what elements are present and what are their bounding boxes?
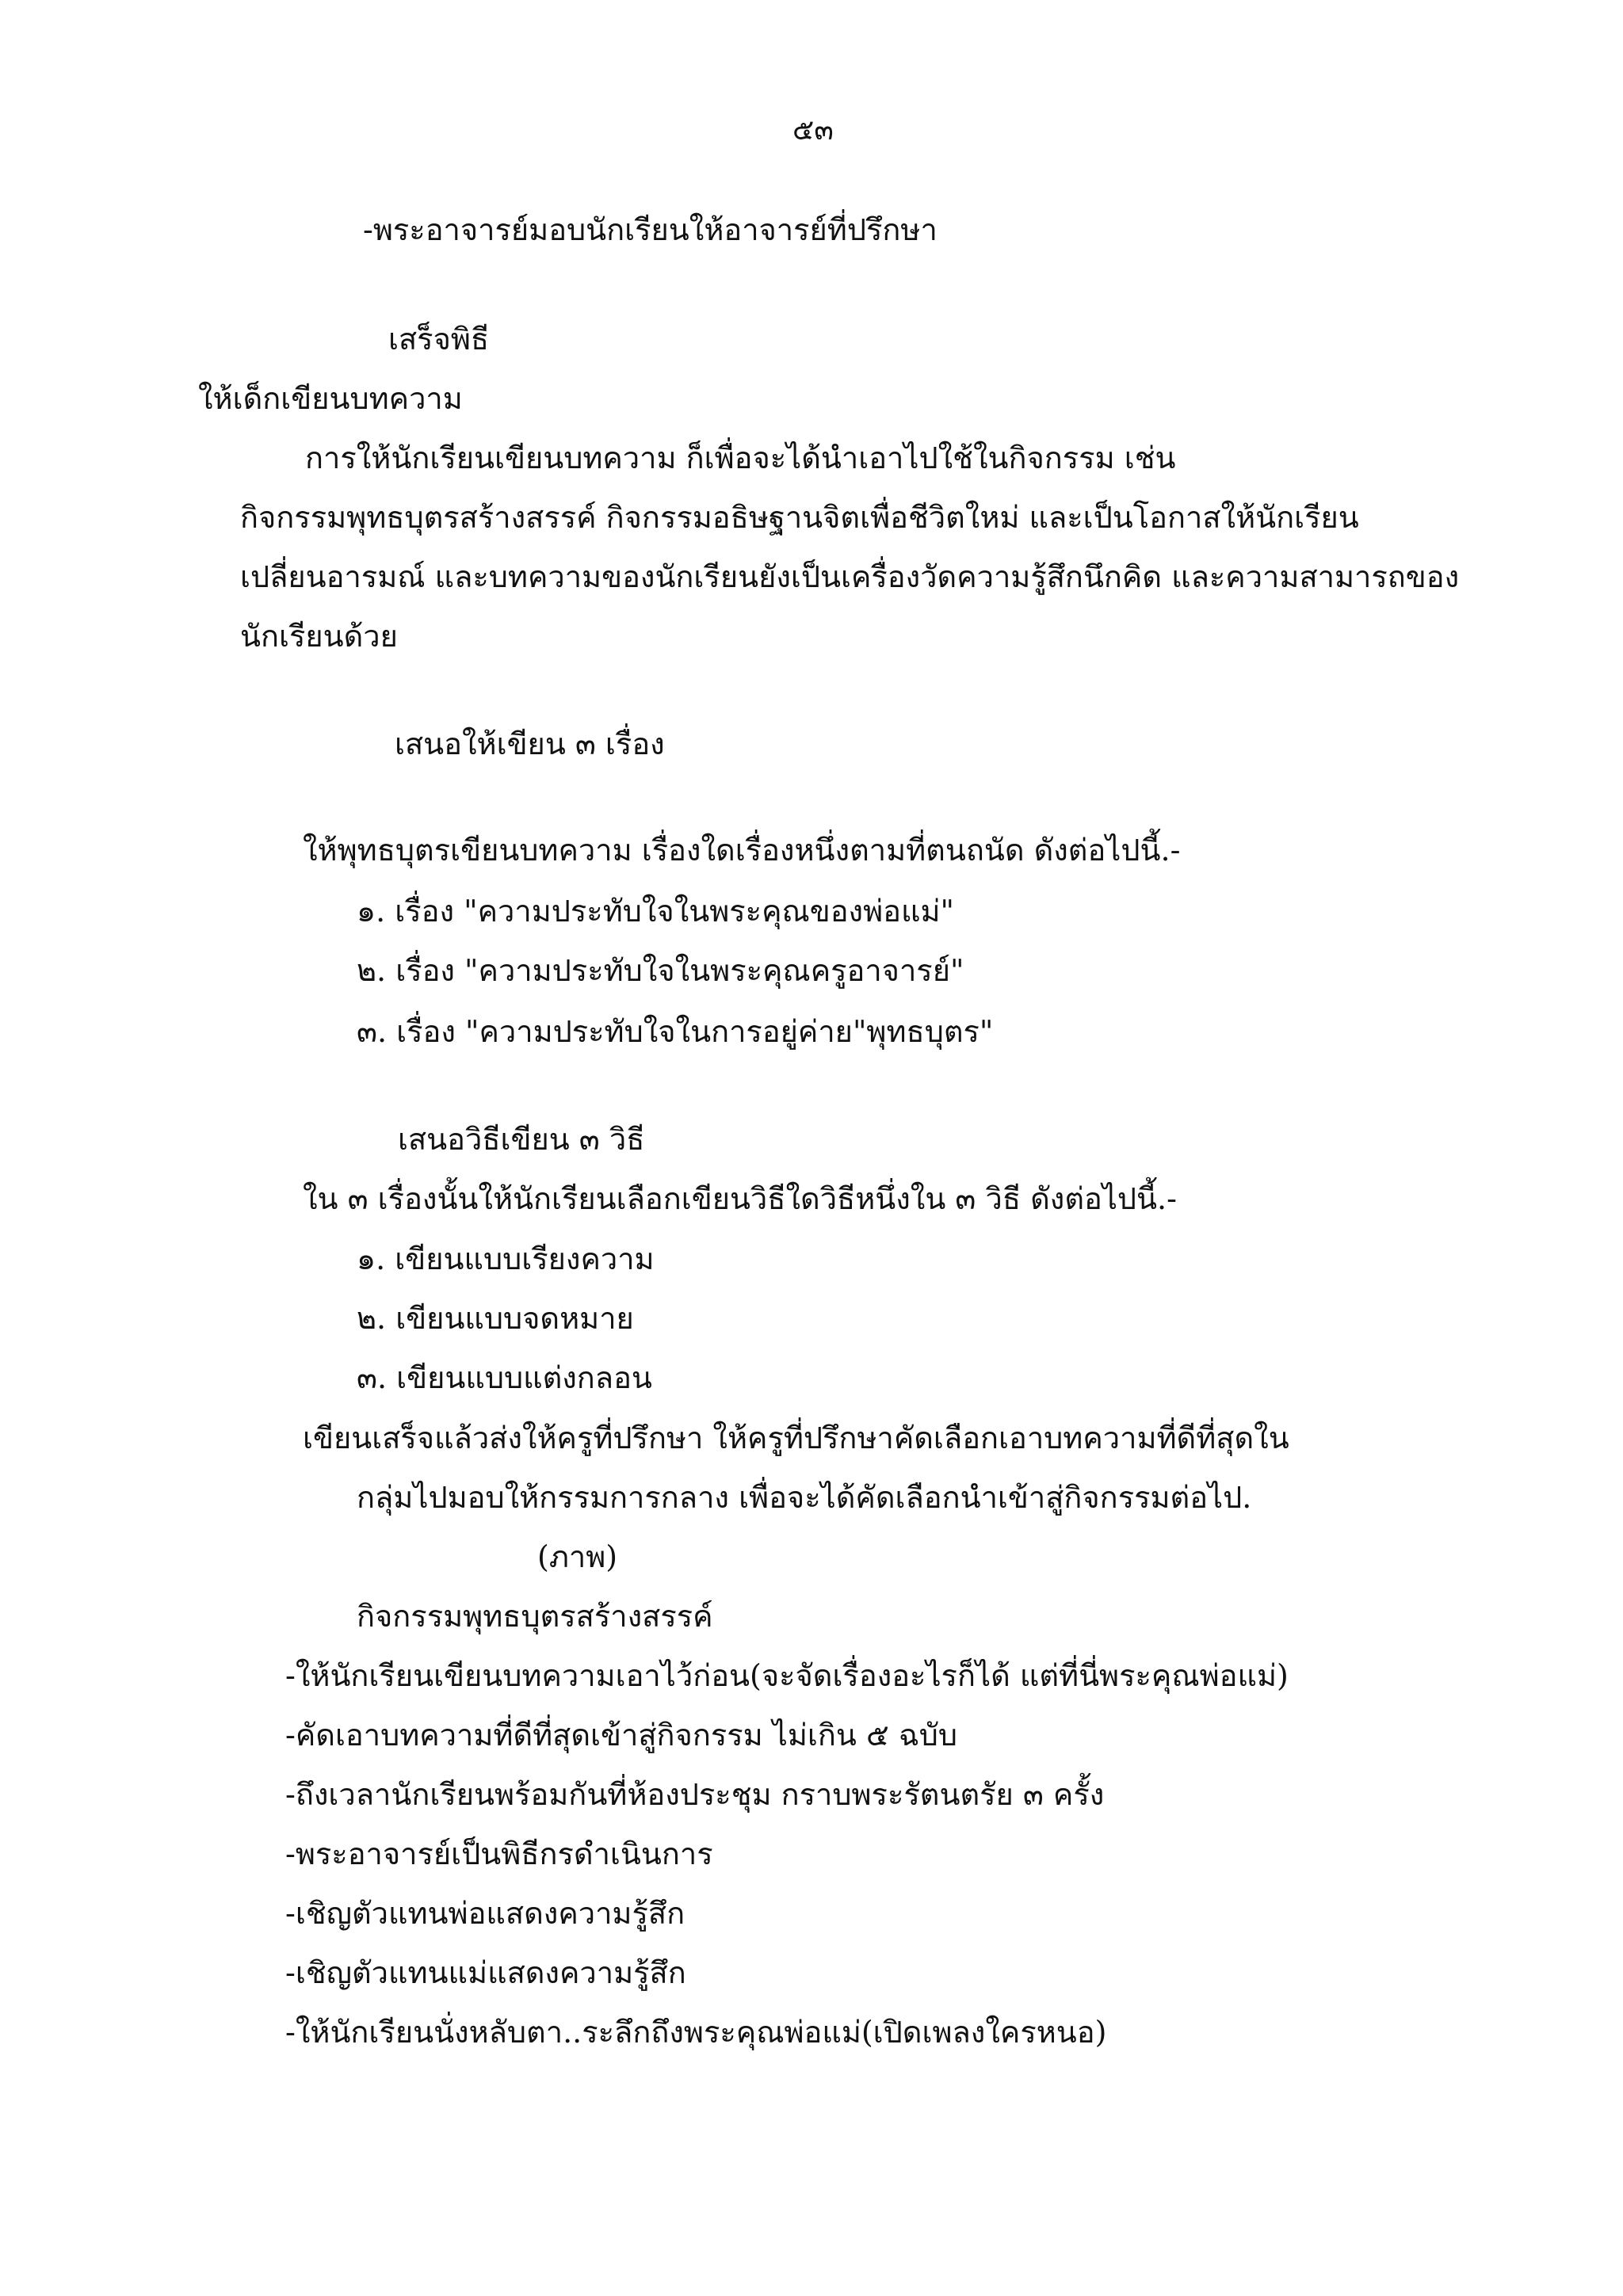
text-line: การให้นักเรียนเขียนบทความ ก็เพื่อจะได้นำเอาไปใช้ในกิจกรรม เช่น — [305, 441, 1176, 475]
list-item: ๒. เขียนแบบจดหมาย — [357, 1301, 634, 1336]
text-line: กลุ่มไปมอบให้กรรมการกลาง เพื่อจะได้คัดเลือกนำเข้าสู่กิจกรรมต่อไป. — [357, 1480, 1252, 1515]
bullet-item: -ให้นักเรียนนั่งหลับตา..ระลึกถึงพระคุณพ่อแม่(เปิดเพลงใครหนอ) — [285, 2015, 1107, 2050]
text-line: นักเรียนด้วย — [240, 619, 398, 654]
text-line: ให้พุทธบุตรเขียนบทความ เรื่องใดเรื่องหนึ่งตามที่ตนถนัด ดังต่อไปนี้.- — [303, 833, 1181, 868]
list-item: ๒. เรื่อง "ความประทับใจในพระคุณครูอาจารย์" — [357, 953, 964, 988]
section-heading: กิจกรรมพุทธบุตรสร้างสรรค์ — [357, 1599, 713, 1634]
image-placeholder-label: (ภาพ) — [537, 1539, 618, 1574]
bullet-item: -ถึงเวลานักเรียนพร้อมกันที่ห้องประชุม กราบพระรัตนตรัย ๓ ครั้ง — [285, 1777, 1105, 1812]
text-line: เขียนเสร็จแล้วส่งให้ครูที่ปรึกษา ให้ครูที่ปรึกษาคัดเลือกเอาบทความที่ดีที่สุดใน — [303, 1421, 1289, 1455]
text-line: -พระอาจารย์มอบนักเรียนให้อาจารย์ที่ปรึกษา — [363, 212, 938, 247]
section-heading: ให้เด็กเขียนบทความ — [198, 381, 463, 416]
text-line: ใน ๓ เรื่องนั้นให้นักเรียนเลือกเขียนวิธีใดวิธีหนึ่งใน ๓ วิธี ดังต่อไปนี้.- — [303, 1181, 1177, 1216]
list-item: ๑. เรื่อง "ความประทับใจในพระคุณของพ่อแม่" — [357, 894, 955, 929]
bullet-item: -เชิญตัวแทนแม่แสดงความรู้สึก — [285, 1955, 686, 1990]
bullet-item: -เชิญตัวแทนพ่อแสดงความรู้สึก — [285, 1896, 685, 1931]
page-number: ๕๓ — [792, 114, 834, 147]
text-line: เปลี่ยนอารมณ์ และบทความของนักเรียนยังเป็นเครื่องวัดความรู้สึกนึกคิด และความสามารถของ — [240, 559, 1460, 594]
section-heading: เสนอวิธีเขียน ๓ วิธี — [398, 1122, 645, 1157]
list-item: ๓. เรื่อง "ความประทับใจในการอยู่ค่าย"พุทธบุตร" — [357, 1014, 994, 1049]
bullet-item: -พระอาจารย์เป็นพิธีกรดำเนินการ — [285, 1836, 713, 1871]
section-heading: เสนอให้เขียน ๓ เรื่อง — [395, 727, 665, 761]
bullet-item: -ให้นักเรียนเขียนบทความเอาไว้ก่อน(จะจัดเรื่องอะไรก็ได้ แต่ที่นี่พระคุณพ่อแม่) — [285, 1658, 1289, 1693]
section-heading: เสร็จพิธี — [388, 322, 490, 357]
text-line: กิจกรรมพุทธบุตรสร้างสรรค์ กิจกรรมอธิษฐานจิตเพื่อชีวิตใหม่ และเป็นโอกาสให้นักเรียน — [240, 500, 1359, 535]
list-item: ๓. เขียนแบบแต่งกลอน — [357, 1360, 652, 1395]
bullet-item: -คัดเอาบทความที่ดีที่สุดเข้าสู่กิจกรรม ไม่เกิน ๕ ฉบับ — [285, 1718, 957, 1753]
list-item: ๑. เขียนแบบเรียงความ — [357, 1241, 655, 1276]
